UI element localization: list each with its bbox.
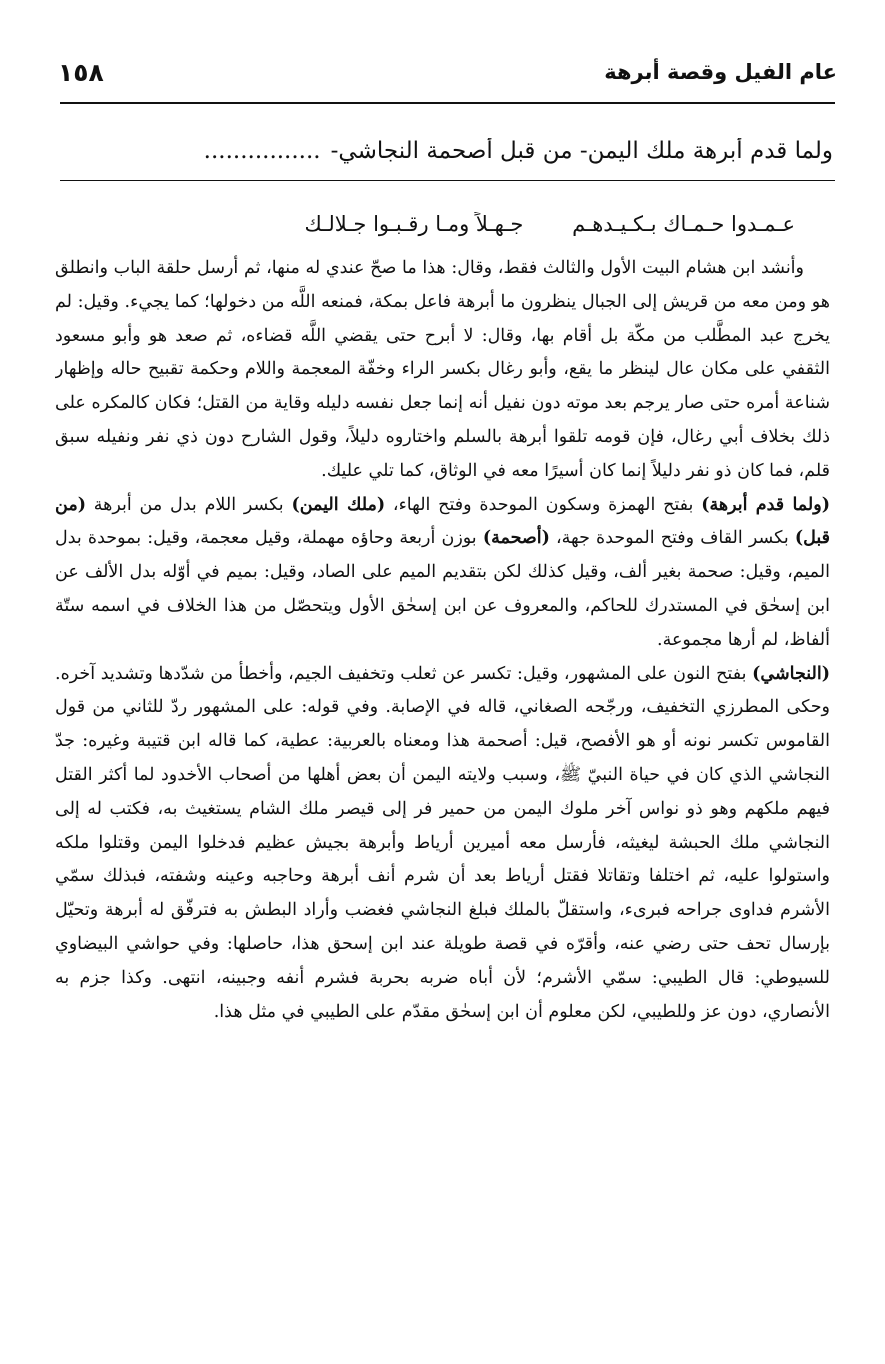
poetry-verse — [140, 212, 795, 248]
commentary-text: بكسر القاف وفتح الموحدة جهة، — [549, 528, 795, 549]
header-rule — [60, 102, 835, 104]
matn-text: ولما قدم أبرهة ملك اليمن- من قبل أصحمة النجاشي- — [330, 138, 833, 164]
quoted-term: (النجاشي) — [752, 663, 830, 684]
commentary-text: بفتح الهمزة وسكون الموحدة وفتح الهاء، — [385, 494, 702, 515]
running-header — [58, 58, 837, 98]
matn-line — [60, 138, 833, 178]
page-number: ١٥٨ — [58, 58, 104, 87]
quoted-term: (ملك اليمن) — [291, 494, 386, 515]
commentary-text: بوزن أربعة وحاؤه مهملة، وقيل معجمة، وقيل: بموحدة بدل الميم، وقيل: صحمة بغير ألف، وقيل كذلك لكن بتقديم الميم على الصاد، وقيل: بميم في أوّله بدل الألف عن ابن إسحٰق في المستدرك للحاكم، والمعروف عن ابن إسحٰق الأول ويتحصّل من هذا الخلاف في اسمه ستّة ألفاظ، لم أرها مجموعة. — [55, 528, 830, 650]
quoted-term: (ولما قدم أبرهة) — [701, 494, 830, 515]
commentary-text: بفتح النون على المشهور، وقيل: تكسر عن ثعلب وتخفيف الجيم، وأخطأ من شدّدها وتشديد آخره. وحكى المطرزي التخفيف، ورجّحه الصغاني، قاله في الإصابة. وفي قوله: على المشهور ردّ للثاني من قول القاموس تكسر نونه أو هو الأفصح، قيل: أصحمة هذا ومعناه بالعربية: عطية، كما قاله ابن قتيبة وغيره: جدّ النجاشي الذي كان في حياة النبيّ ﷺ، وسبب ولايته اليمن أن بعض أهلها من أصحاب الأخدود لما أكثر القتل فيهم ملكهم وهو ذو نواس آخر ملوك اليمن من حمير فر إلى قيصر ملك الشام يستغيث به، فكتب له إلى النجاشي ملك الحبشة ليغيثه، فأرسل معه أميرين أرياط وأبرهة بجيش عظيم فدخلوا اليمن وقتلوا ملكه واستولوا عليه، ثم اختلفا وتقاتلا فقتل أرياط بعد أن شرم أنف أبرهة وحاجبه وعينه وشفته، فبذلك سمّي الأشرم فداوى جراحه فبرىء، واستقلّ بالملك فبلغ النجاشي فغضب وأراد البطش به فترفّق له أبرهة وتحيّل بإرسال تحف حتى رضي عنه، وأقرّه في قصة طويلة عند ابن إسحق هذا، حاصلها: وفي حواشي البيضاوي للسيوطي: قال الطيبي: سمّي الأشرم؛ لأن أباه ضربه بحربة فشرم أنفه وجبينه، انتهى. وكذا جزم به الأنصاري، دون عز وللطيبي، لكن معلوم أن ابن إسحٰق مقدّم على الطيبي في مثل هذا. — [55, 663, 830, 1022]
matn-rule — [60, 180, 835, 181]
commentary-body — [55, 252, 830, 1304]
paragraph — [55, 658, 830, 1030]
verse-hemistich-2: جـهـلاً ومـا رقـبـوا جـلالـك — [304, 212, 524, 236]
quoted-term: (من قبل) — [55, 494, 830, 549]
paragraph: وأنشد ابن هشام البيت الأول والثالث فقط، وقال: هذا ما صحّ عندي له منها، ثم أرسل حلقة الباب وانطلق هو ومن معه من قريش إلى الجبال ينظرون ما أبرهة فاعل بمكة، فمنعه اللَّه من دخولها؛ كما يجيء. وقيل: لم يخرج عبد المطَّلب من مكّة بل أقام بها، وقال: لا أبرح حتى يقضي اللَّه قضاءه، ثم صعد هو وأبو مسعود الثقفي على مكان عال لينظر ما يقع، وأبو رغال بكسر الراء وخفّة المعجمة واللام وحكمة تقبيح حاله وإظهار شناعة أمره حتى صار يرجم بعد موته دون نفيل أنه إنما جعل نفسه دليله وقاية من القتل؛ فكان كالمكره على ذلك بخلاف أبي رغال، فإن قومه تلقوا أبرهة بالسلم واختاروه دليلاً، وقول الشارح دون ذي نفر ونفيله سبق قلم، فما كان ذو نفر دليلاً إنما كان أسيرًا معه في الوثاق، كما تلي عليك. — [55, 258, 830, 481]
paragraph — [55, 489, 830, 658]
running-title: عام الفيل وقصة أبرهة — [604, 60, 837, 84]
quoted-term: (أصحمة) — [482, 528, 550, 549]
matn-dots: ................ — [203, 138, 321, 164]
commentary-text: بكسر اللام بدل من أبرهة — [85, 494, 292, 515]
verse-hemistich-1: عـمـدوا حـمـاك بـكـيـدهـم — [572, 212, 795, 236]
